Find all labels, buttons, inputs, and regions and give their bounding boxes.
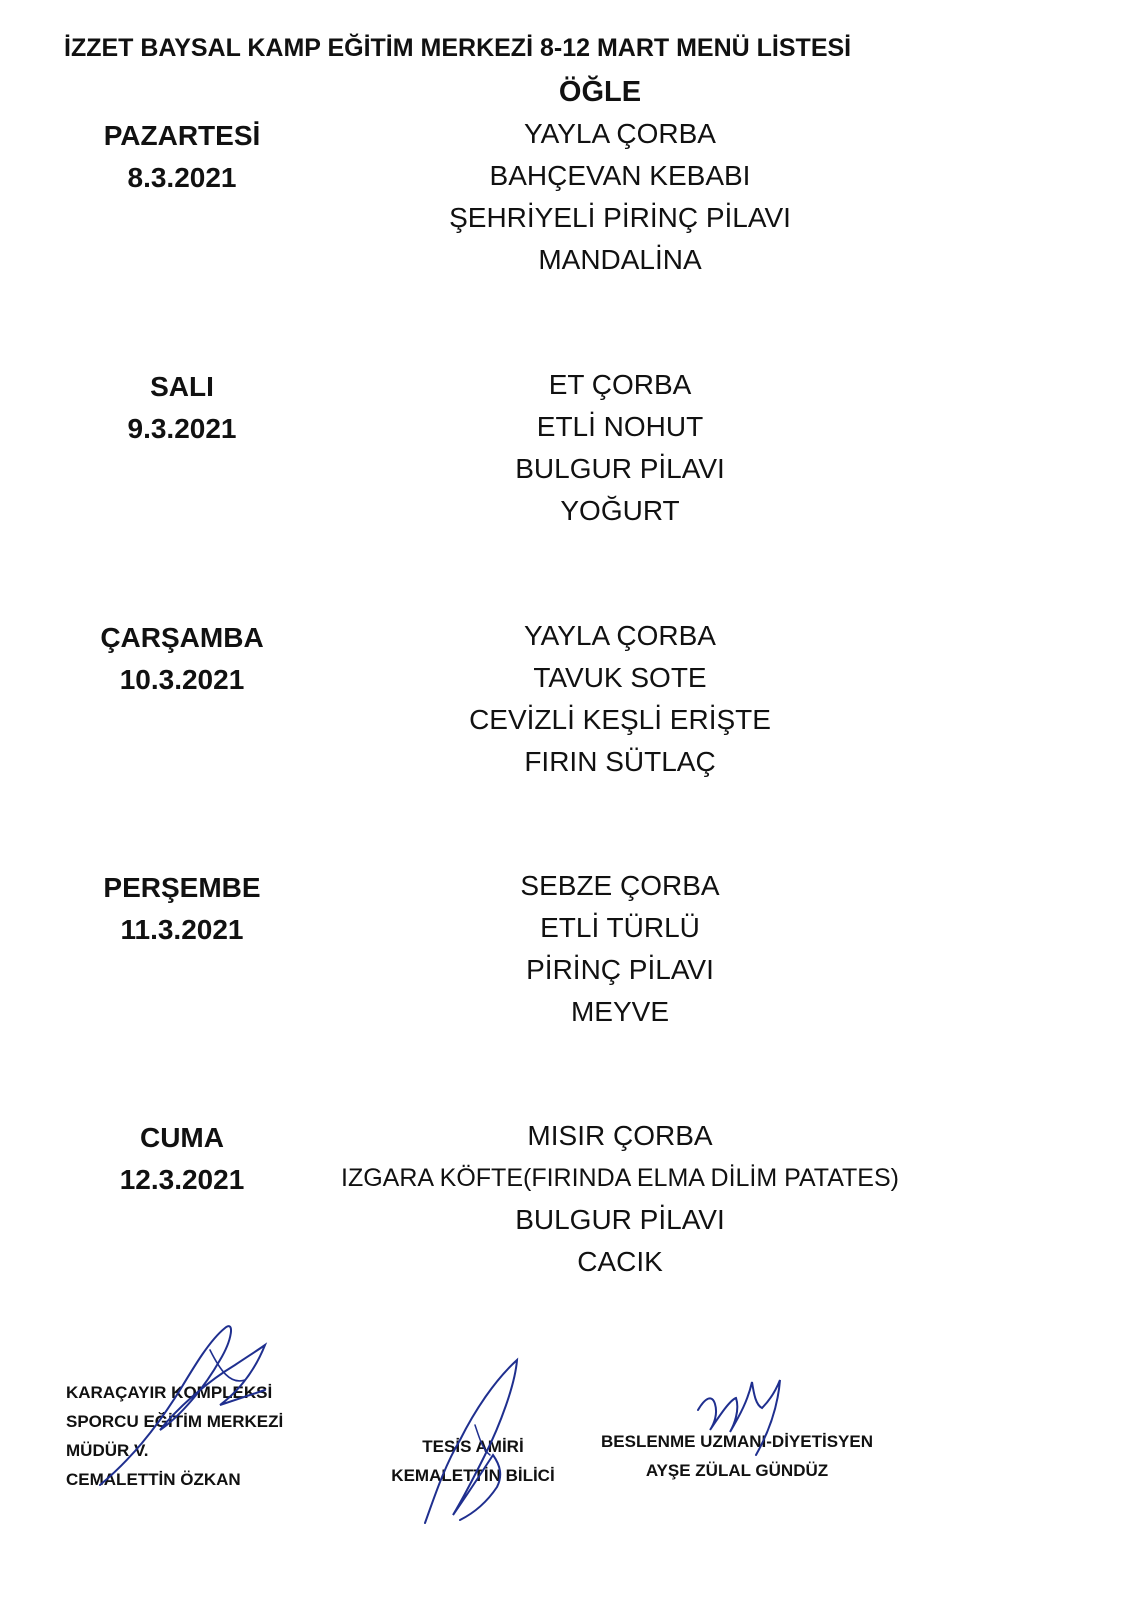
signature-title: TESİS AMİRİ <box>422 1437 524 1456</box>
day-date: 9.3.2021 <box>127 413 237 444</box>
menu-list-thursday <box>520 865 719 1033</box>
signature-line: MÜDÜR V. <box>66 1441 149 1460</box>
signature-line: SPORCU EĞİTİM MERKEZİ <box>66 1412 284 1431</box>
menu-item: MANDALİNA <box>538 244 702 275</box>
menu-item: IZGARA KÖFTE(FIRINDA ELMA DİLİM PATATES) <box>341 1164 899 1192</box>
menu-item: MISIR ÇORBA <box>527 1120 713 1151</box>
handwritten-signature-facility-manager <box>405 1355 545 1530</box>
menu-list-wednesday <box>469 615 771 783</box>
day-label-friday <box>120 1117 245 1201</box>
day-name: SALI <box>150 371 214 402</box>
day-date: 10.3.2021 <box>119 664 245 695</box>
day-label-tuesday <box>128 366 237 450</box>
menu-item: BAHÇEVAN KEBABI <box>489 160 751 191</box>
signature-name: AYŞE ZÜLAL GÜNDÜZ <box>645 1461 829 1480</box>
menu-item: CACIK <box>577 1246 663 1277</box>
day-name: CUMA <box>139 1122 224 1153</box>
day-name: PAZARTESİ <box>103 120 261 151</box>
menu-item: FIRIN SÜTLAÇ <box>524 746 716 777</box>
day-label-monday <box>104 115 261 199</box>
signature-title: BESLENME UZMANI-DİYETİSYEN <box>600 1432 874 1451</box>
menu-item: YAYLA ÇORBA <box>524 118 716 149</box>
menu-item: YOĞURT <box>560 495 680 526</box>
menu-item: ŞEHRİYELİ PİRİNÇ PİLAVI <box>449 202 791 233</box>
menu-item: TAVUK SOTE <box>533 662 707 693</box>
document-title: İZZET BAYSAL KAMP EĞİTİM MERKEZİ 8-12 MART MENÜ LİSTESİ <box>64 34 852 62</box>
day-date: 12.3.2021 <box>119 1164 245 1195</box>
handwritten-signature-dietitian <box>690 1370 800 1460</box>
handwritten-signature-director <box>60 1310 320 1500</box>
menu-list-friday <box>341 1115 899 1283</box>
day-name: PERŞEMBE <box>103 872 261 903</box>
meal-heading: ÖĞLE <box>558 76 642 108</box>
menu-item: YAYLA ÇORBA <box>524 620 716 651</box>
signature-name: KEMALETTİN BİLİCİ <box>391 1466 555 1485</box>
menu-item: BULGUR PİLAVI <box>515 1204 725 1235</box>
menu-item: ET ÇORBA <box>548 369 692 400</box>
day-date: 8.3.2021 <box>127 162 237 193</box>
menu-item: MEYVE <box>570 996 670 1027</box>
menu-item: PİRİNÇ PİLAVI <box>526 954 714 985</box>
signature-line: KARAÇAYIR KOMPLEKSİ <box>66 1383 273 1402</box>
day-name: ÇARŞAMBA <box>100 622 264 653</box>
menu-item: BULGUR PİLAVI <box>515 453 725 484</box>
menu-list-tuesday <box>515 364 725 532</box>
signature-line: CEMALETTİN ÖZKAN <box>66 1470 241 1489</box>
menu-item: ETLİ NOHUT <box>536 411 704 442</box>
day-date: 11.3.2021 <box>120 914 244 945</box>
menu-item: CEVİZLİ KEŞLİ ERİŞTE <box>469 704 771 735</box>
menu-item: SEBZE ÇORBA <box>520 870 720 901</box>
day-label-wednesday <box>100 617 263 701</box>
menu-item: ETLİ TÜRLÜ <box>540 912 700 943</box>
menu-list-monday <box>449 113 791 281</box>
day-label-thursday <box>103 867 260 951</box>
